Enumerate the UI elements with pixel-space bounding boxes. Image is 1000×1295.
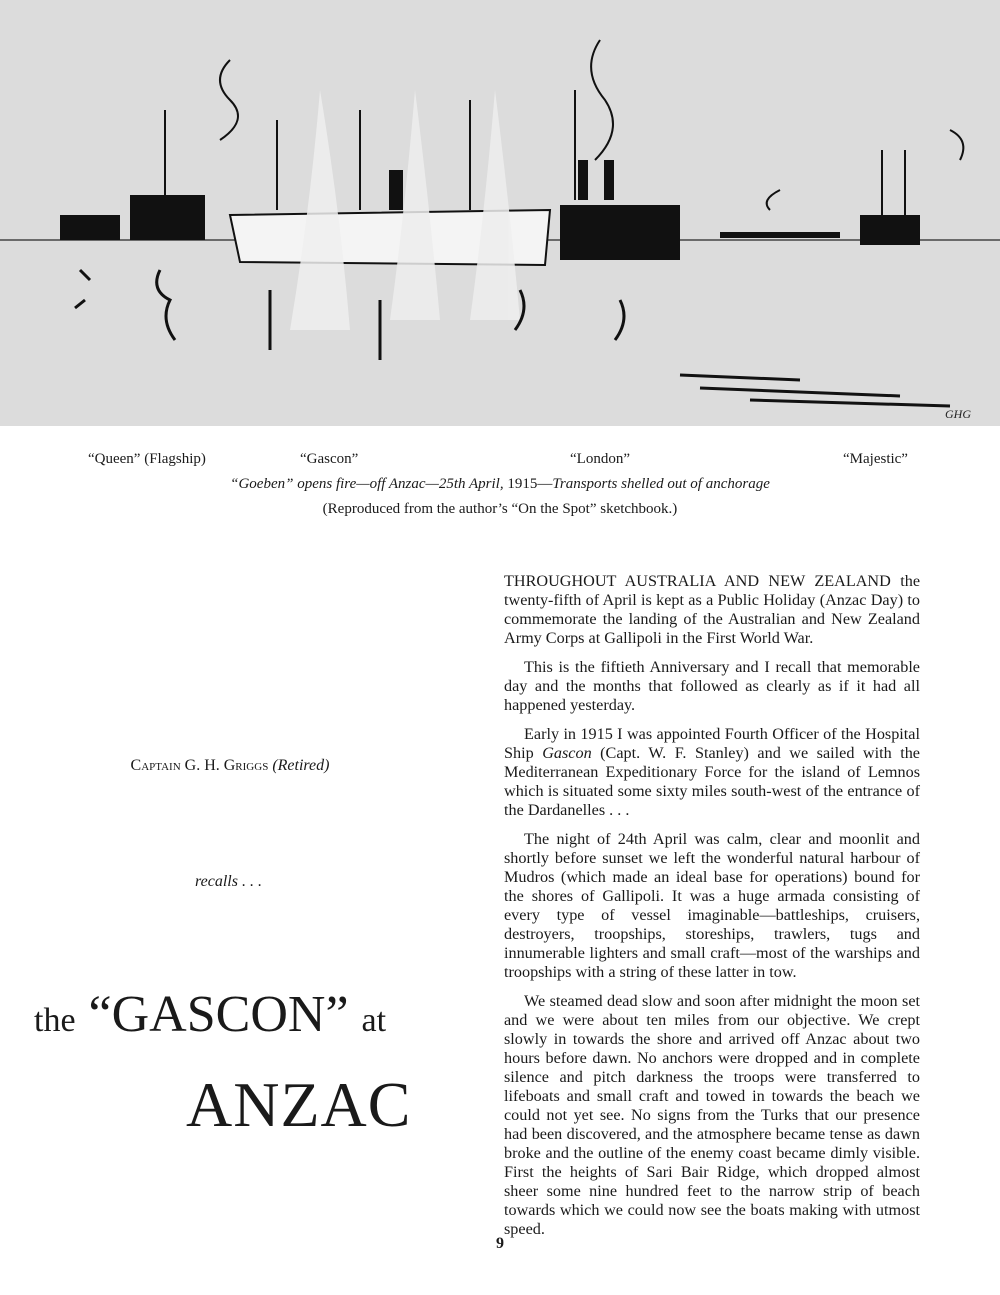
paragraph: This is the fiftieth Anniversary and I recall that memorable day and the months that followed as clearly as if it had all happened yesterday. xyxy=(504,658,920,714)
page-number: 9 xyxy=(496,1235,504,1252)
caption-queen: “Queen” (Flagship) xyxy=(88,451,206,467)
caption-gascon: “Gascon” xyxy=(300,451,359,467)
paragraph: We steamed dead slow and soon after midnight the moon set and we were about ten miles from our objective. We crept slowly in towards the shore and arrived off Anzac about two hours before dawn. No anchors were dropped and in complete silence and pitch darkness the troops were transferred to lifeboats and small craft and towed in towards the beach we could not yet see. No signs from the Turks that our presence had been discovered, and the atmosphere became tense as dawn broke and the outline of the enemy coast became dimly visible. First the heights of Sari Bair Ridge, which dropped almost sheer some nine hundred feet to the narrow strip of beach towards which we could now see the boats making with utmost speed. xyxy=(504,992,920,1238)
artist-signature: GHG xyxy=(945,407,971,421)
paragraph: The night of 24th April was calm, clear and moonlit and shortly before sunset we left the wonderful natural harbour of Mudros (which made an ideal base for operations) bound for the shores of Gallipoli. It was a huge armada consisting of every type of vessel imaginable—battleships, cruisers, destroyers, troopships, storeships, trawlers, tugs and innumerable lighters and small craft—most of the warships and troopships with a string of these latter in tow. xyxy=(504,830,920,981)
paragraph: THROUGHOUT AUSTRALIA AND NEW ZEALAND the twenty-fifth of April is kept as a Public Holiday (Anzac Day) to commemorate the landing of the Australian and New Zealand Army Corps at Gallipoli in the First World War. xyxy=(504,572,921,647)
article-body xyxy=(504,572,920,1249)
recalls-text: recalls . . . xyxy=(195,873,262,890)
author-byline: Captain G. H. Griggs (Retired) xyxy=(130,757,330,774)
ships-sketch-illustration xyxy=(0,0,1000,426)
illustration-caption: “Goeben” opens fire—off Anzac—25th April, 1915—Transports shelled out of anchorage xyxy=(230,476,770,492)
caption-london: “London” xyxy=(570,451,630,467)
article-title-line1: the “GASCON” at xyxy=(34,986,387,1043)
caption-majestic: “Majestic” xyxy=(843,451,908,467)
paragraph: Early in 1915 I was appointed Fourth Officer of the Hospital Ship Gascon (Capt. W. F. Stanley) and we sailed with the Mediterranean Expeditionary Force for the island of Lemnos which is situated some sixty miles south-west of the entrance of the Dardanelles . . . xyxy=(504,725,920,819)
illustration-credit: (Reproduced from the author’s “On the Spot” sketchbook.) xyxy=(322,501,678,517)
article-title-line2: ANZAC xyxy=(186,1069,412,1140)
